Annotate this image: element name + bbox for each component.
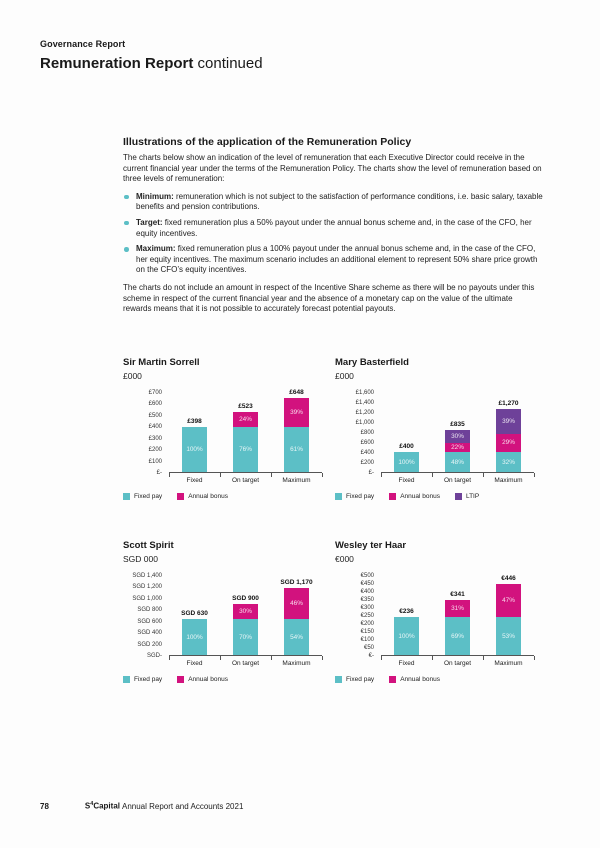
chart-unit-label: £000 [335,371,354,381]
bar-fixed [169,393,220,472]
y-tick-label: €- [368,653,374,659]
bar-total-label: SGD 630 [181,610,208,617]
x-tick-label: Maximum [282,660,311,667]
bullet-icon [124,247,129,252]
x-axis-tick [220,473,221,477]
y-tick-label: £1,000 [355,420,374,426]
y-tick-label: €150 [360,629,374,635]
x-axis-tick [271,656,272,660]
y-tick-label: €250 [360,613,374,619]
legend-item-annual-bonus [389,676,440,683]
chart-legend [335,676,541,683]
legend-swatch-icon [389,493,396,500]
plot-area [123,388,329,476]
y-tick-label: £500 [148,412,162,419]
chart-scott-spirit [123,540,329,683]
x-axis-tick [381,473,382,477]
y-axis-labels [335,390,381,476]
bar-segment-fixed-pay [284,619,309,655]
y-tick-label: SGD 200 [137,641,162,648]
x-tick-label: Fixed [398,660,415,667]
y-tick-label: £800 [360,430,374,436]
y-tick-label: SGD- [147,653,162,659]
x-tick-label: Fixed [398,477,415,484]
segment-percent-label: 46% [290,600,303,608]
page-footer [40,801,243,811]
x-tick-label: Maximum [494,477,523,484]
brand-s: S [84,801,91,811]
legend-swatch-icon [123,493,130,500]
bar-segment-annual-bonus [445,600,470,617]
y-tick-label: €50 [363,645,374,651]
x-tick-label: Maximum [282,477,311,484]
bar-total-label: €446 [501,574,516,582]
segment-percent-label: 29% [502,439,515,447]
bar-segment-fixed-pay [496,617,521,655]
segment-percent-label: 69% [451,632,464,640]
bar-on-target [432,393,483,472]
segment-percent-label: 47% [502,596,515,604]
bar-total-label: €341 [450,591,465,599]
bar-total-label: £835 [450,421,465,429]
bar-total-label: £648 [289,388,304,396]
segment-percent-label: 22% [451,443,464,451]
segment-percent-label: 39% [502,417,515,425]
bar-segment-annual-bonus [284,398,309,427]
bar-total-label: £523 [238,403,253,411]
brand-rest: Capital [93,801,120,811]
bar-segment-fixed-pay [496,452,521,472]
bar-on-target [220,393,271,472]
bar-segment-fixed-pay [445,617,470,655]
bar-total-label: SGD 1,170 [280,579,313,587]
bar-segment-annual-bonus [445,443,470,452]
bar-segment-annual-bonus [284,588,309,619]
segment-percent-label: 30% [239,607,252,615]
x-axis-tick [169,656,170,660]
bar-on-target [220,576,271,655]
segment-percent-label: 31% [451,605,464,613]
legend-label: Fixed pay [346,493,375,500]
x-axis-labels [169,660,322,667]
x-axis-tick [534,656,535,660]
y-axis-labels [335,573,381,659]
x-tick-label: On target [231,660,260,667]
y-tick-label: SGD 800 [137,607,162,614]
bar-fixed [381,393,432,472]
chart-legend [123,493,329,500]
bar-total-label: SGD 900 [232,594,259,602]
chart-unit-label: £000 [123,371,142,381]
x-tick-label: Maximum [494,660,523,667]
x-axis-tick [322,656,323,660]
bullet-lead: Maximum: [136,244,176,254]
bar-total-label: €236 [399,608,414,616]
y-tick-label: SGD 600 [137,618,162,625]
x-tick-label: On target [443,477,472,484]
legend-swatch-icon [335,493,342,500]
chart-title: Scott Spirit [123,540,174,551]
x-axis-tick [169,473,170,477]
segment-percent-label: 70% [239,633,252,641]
y-tick-label: £1,200 [355,410,374,416]
y-tick-label: SGD 400 [137,630,162,637]
bullet-text: remuneration which is not subject to the satisfaction of performance conditions, i.e. basic salary, taxable benefits and pension contributions. [136,191,543,212]
x-axis-tick [483,656,484,660]
bullet-text: fixed remuneration plus a 100% payout under the annual bonus scheme and, in the case of the CFO, her equity incentives. The maximum scenario includes an additional element to represent 50% share price growth on the CFO’s equity incentives. [136,244,538,275]
plot-area [335,390,541,476]
y-tick-label: £600 [360,440,374,446]
bullet-text: fixed remuneration plus a 50% payout under the annual bonus scheme and, in the case of the CFO, her equity incentives. [136,217,532,238]
bar-maximum [483,393,534,472]
x-axis-labels [381,477,534,484]
y-tick-label: £- [156,470,162,476]
page-title-bold: Remuneration Report [40,55,194,72]
bullet-lead: Target: [136,217,163,227]
chart-mary-basterfield [335,357,541,500]
bar-segment-fixed-pay [182,619,207,655]
bar-segment-fixed-pay [394,452,419,472]
segment-percent-label: 39% [290,408,303,416]
legend-item-fixed-pay [123,493,162,500]
plot [169,388,322,473]
x-tick-label: On target [231,477,260,484]
y-tick-label: £700 [148,390,162,396]
bullet-lead: Minimum: [136,191,174,201]
bar-total-label: £398 [187,417,202,425]
chart-title: Sir Martin Sorrell [123,357,200,368]
y-tick-label: £400 [360,450,374,456]
bar-segment-annual-bonus [496,584,521,618]
y-tick-label: €300 [360,605,374,611]
y-tick-label: €500 [360,573,374,579]
legend-label: Fixed pay [134,493,163,500]
list-item-maximum [123,244,543,276]
legend-item-fixed-pay [335,493,374,500]
bar-total-label: £400 [399,443,414,450]
legend-swatch-icon [177,493,184,500]
legend-swatch-icon [123,676,130,683]
legend-item-fixed-pay [123,676,162,683]
y-axis-labels [123,390,169,476]
chart-legend [335,493,541,500]
chart-legend [123,676,329,683]
segment-percent-label: 100% [398,632,415,640]
y-tick-label: SGD 1,000 [132,595,162,602]
legend-label: Fixed pay [134,676,163,683]
bar-maximum [271,388,322,472]
legend-swatch-icon [335,676,342,683]
chart-unit-label: SGD 000 [123,554,158,564]
legend-swatch-icon [455,493,462,500]
segment-percent-label: 100% [186,633,203,641]
plot-area [123,573,329,659]
legend-item-annual-bonus [177,676,228,683]
y-tick-label: £100 [148,458,162,465]
bar-segment-fixed-pay [394,617,419,655]
x-axis-tick [381,656,382,660]
page-title-continued: continued [193,55,263,72]
bar-segment-fixed-pay [284,427,309,472]
list-item-minimum [123,192,543,213]
y-tick-label: €400 [360,589,374,595]
y-tick-label: €200 [360,621,374,627]
outro-paragraph: The charts do not include an amount in respect of the Incentive Share scheme as there will be no payouts under this scheme in respect of the current financial year and the absence of a monetary cap on the value of the ultimate rewards means that it is not possible to accurately forecast potential payouts. [123,282,535,314]
segment-percent-label: 53% [502,632,515,640]
intro-paragraph: The charts below show an indication of the level of remuneration that each Executive Director could receive in the current financial year under the terms of the Remuneration Policy. The charts show the level of remuneration based on three levels of remuneration: [123,153,542,184]
bar-fixed [169,576,220,655]
plot [381,393,534,473]
legend-item-annual-bonus [177,493,228,500]
remuneration-levels-list [123,192,543,276]
y-tick-label: £400 [148,424,162,431]
chart-title: Mary Basterfield [335,357,409,368]
legend-swatch-icon [177,676,184,683]
y-tick-label: £- [368,470,374,476]
chart-title: Wesley ter Haar [335,540,407,551]
segment-percent-label: 54% [290,633,303,641]
legend-item-ltip [455,493,479,500]
x-tick-label: Fixed [186,660,203,667]
x-axis-tick [534,473,535,477]
x-axis-labels [381,660,534,667]
segment-percent-label: 32% [502,458,515,466]
x-axis-tick [271,473,272,477]
legend-label: Annual bonus [400,676,440,683]
legend-label: Annual bonus [188,676,228,683]
y-tick-label: £200 [360,460,374,466]
list-item-target [123,218,543,239]
brand-sup: 4 [90,801,94,807]
segment-percent-label: 76% [239,445,252,453]
plot [169,576,322,656]
y-tick-label: £600 [148,401,162,408]
legend-swatch-icon [389,676,396,683]
chart-sir-martin-sorrell [123,357,329,500]
brand-logo [85,801,120,811]
policy-illustrations-section [123,136,543,315]
bar-segment-ltip [445,430,470,443]
x-axis-tick [432,473,433,477]
page-title [40,55,263,72]
y-tick-label: €350 [360,597,374,603]
bullet-icon [124,195,129,200]
bar-segment-annual-bonus [233,604,258,619]
segment-percent-label: 48% [451,458,464,466]
remuneration-charts-grid [123,357,553,683]
legend-label: Fixed pay [346,676,375,683]
bar-maximum [483,576,534,655]
segment-percent-label: 24% [239,415,252,423]
segment-percent-label: 30% [451,433,464,441]
y-tick-label: £300 [148,435,162,442]
bar-fixed [381,576,432,655]
x-axis-tick [483,473,484,477]
bar-segment-fixed-pay [182,427,207,472]
bar-total-label: £1,270 [498,399,519,407]
x-tick-label: On target [443,660,472,667]
bar-segment-fixed-pay [233,619,258,655]
y-tick-label: SGD 1,400 [132,573,162,579]
bar-segment-annual-bonus [496,434,521,452]
y-tick-label: £1,400 [355,400,374,406]
y-tick-label: SGD 1,200 [132,584,162,591]
legend-label: LTIP [465,493,480,500]
plot [381,576,534,656]
chart-unit-label: €000 [335,554,354,564]
segment-percent-label: 100% [398,458,415,466]
segment-percent-label: 61% [290,445,303,453]
bar-maximum [271,576,322,655]
bar-on-target [432,576,483,655]
y-axis-labels [123,573,169,659]
bar-segment-fixed-pay [445,452,470,472]
plot-area [335,573,541,659]
x-axis-tick [432,656,433,660]
y-tick-label: £1,600 [355,390,374,396]
legend-label: Annual bonus [188,493,228,500]
bullet-icon [124,221,129,226]
section-eyebrow: Governance Report [40,39,126,49]
segment-percent-label: 100% [186,445,203,453]
x-axis-labels [169,477,322,484]
bar-segment-annual-bonus [233,412,258,426]
y-tick-label: €450 [360,581,374,587]
legend-item-annual-bonus [389,493,440,500]
footer-text: Annual Report and Accounts 2021 [121,801,244,811]
x-axis-tick [220,656,221,660]
chart-wesley-ter-haar [335,540,541,683]
section-heading: Illustrations of the application of the Remuneration Policy [123,136,412,148]
x-axis-tick [322,473,323,477]
y-tick-label: £200 [148,447,162,454]
page-number: 78 [40,801,49,811]
legend-item-fixed-pay [335,676,374,683]
x-tick-label: Fixed [186,477,203,484]
y-tick-label: €100 [360,637,374,643]
legend-label: Annual bonus [400,493,440,500]
bar-segment-ltip [496,409,521,434]
bar-segment-fixed-pay [233,427,258,472]
